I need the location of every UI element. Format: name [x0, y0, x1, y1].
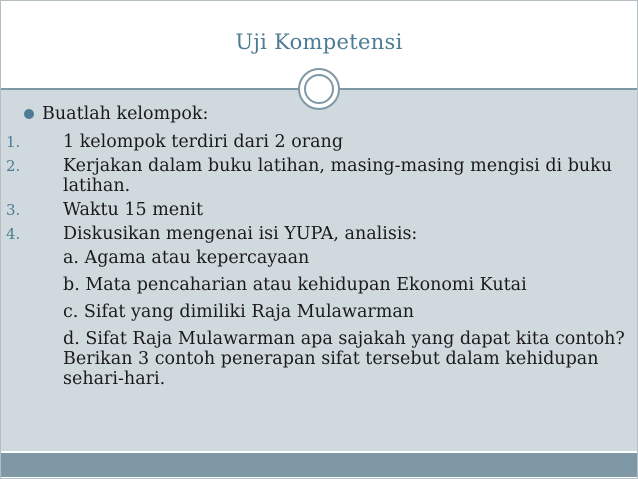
list-number: 1.: [6, 133, 21, 151]
sub-item: b. Mata pencaharian atau kehidupan Ekonomi Kutai: [63, 275, 527, 295]
list-number: 2.: [6, 157, 21, 175]
sub-item: d. Sifat Raja Mulawarman apa sajakah yang dapat kita contoh? Berikan 3 contoh penerapan sifat tersebut dalam kehidupan sehari-hari.: [63, 329, 625, 389]
list-text: Diskusikan mengenai isi YUPA, analisis:: [63, 224, 418, 244]
list-text: 1 kelompok terdiri dari 2 orang: [63, 132, 344, 152]
intro-bullet: [0, 104, 630, 124]
intro-text: Buatlah kelompok:: [42, 104, 209, 124]
footer-bar: [1, 453, 637, 477]
sub-item: a. Agama atau kepercayaan: [63, 248, 310, 268]
list-text: Kerjakan dalam buku latihan, masing-masing mengisi di buku latihan.: [63, 156, 613, 196]
list-number: 4.: [6, 225, 21, 243]
bullet-icon: [24, 109, 34, 119]
slide-content: [0, 104, 630, 389]
sub-item: c. Sifat yang dimiliki Raja Mulawarman: [63, 302, 415, 322]
list-item: [0, 132, 630, 152]
list-item: [0, 200, 630, 220]
list-number: 3.: [6, 201, 21, 219]
slide-title: Uji Kompetensi: [235, 30, 403, 54]
list-text: Waktu 15 menit: [63, 200, 204, 220]
list-item: [0, 156, 630, 196]
list-item: [0, 224, 630, 244]
